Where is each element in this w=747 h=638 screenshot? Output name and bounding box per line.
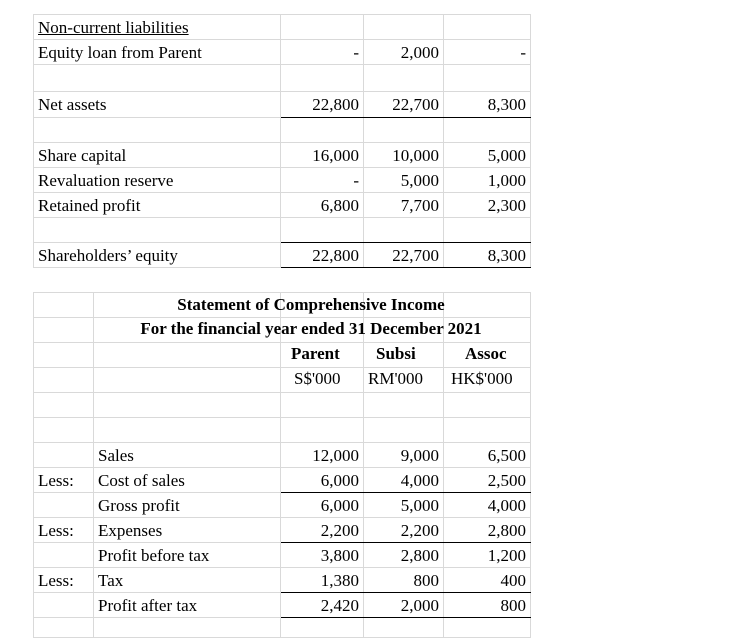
table-row xyxy=(34,92,531,118)
cell-assoc: 800 xyxy=(444,593,531,618)
cell-assoc: 400 xyxy=(444,568,531,593)
column-header-parent: Parent xyxy=(291,344,340,363)
cell-subsi: 22,700 xyxy=(364,243,444,268)
table-row xyxy=(34,168,531,193)
row-label-profit-before-tax: Profit before tax xyxy=(94,543,281,568)
cell-parent: - xyxy=(281,168,364,193)
cell-parent: 16,000 xyxy=(281,143,364,168)
cell-parent: 2,200 xyxy=(281,518,364,543)
currency-subsi: RM'000 xyxy=(368,369,424,388)
cell-parent: - xyxy=(281,40,364,65)
table-row xyxy=(34,518,531,543)
cell-assoc: 2,500 xyxy=(444,468,531,493)
table-row xyxy=(34,493,531,518)
table-row xyxy=(34,15,531,40)
cell-parent: 2,420 xyxy=(281,593,364,618)
row-label-sales: Sales xyxy=(94,443,281,468)
column-header-subsi: Subsi xyxy=(376,344,416,363)
cell-subsi: 22,700 xyxy=(364,92,444,118)
cell-assoc: 1,200 xyxy=(444,543,531,568)
column-header-assoc: Assoc xyxy=(465,344,507,363)
cell-parent: 6,000 xyxy=(281,468,364,493)
less-prefix: Less: xyxy=(34,518,94,543)
cell-assoc: 5,000 xyxy=(444,143,531,168)
cell-assoc: 2,800 xyxy=(444,518,531,543)
table-row xyxy=(34,568,531,593)
cell-assoc: 1,000 xyxy=(444,168,531,193)
cell-subsi: 800 xyxy=(364,568,444,593)
table-row xyxy=(34,193,531,218)
table-row xyxy=(34,593,531,618)
table-row xyxy=(34,243,531,268)
cell-subsi: 2,000 xyxy=(364,593,444,618)
cell-subsi: 5,000 xyxy=(364,493,444,518)
cell-subsi: 10,000 xyxy=(364,143,444,168)
statement-subtitle: For the financial year ended 31 December 2021 xyxy=(140,319,482,338)
row-label-revaluation-reserve: Revaluation reserve xyxy=(34,168,281,193)
cell-parent: 22,800 xyxy=(281,92,364,118)
row-label-gross-profit: Gross profit xyxy=(94,493,281,518)
row-label-profit-after-tax: Profit after tax xyxy=(94,593,281,618)
row-label-cost-of-sales: Cost of sales xyxy=(94,468,281,493)
row-label-shareholders-equity: Shareholders’ equity xyxy=(34,243,281,268)
income-statement-table xyxy=(33,292,531,638)
currency-parent: S$'000 xyxy=(294,369,341,388)
table-row xyxy=(34,468,531,493)
cell-subsi: 4,000 xyxy=(364,468,444,493)
statement-title: Statement of Comprehensive Income xyxy=(177,295,445,314)
balance-sheet-table xyxy=(33,14,531,268)
cell-assoc: 4,000 xyxy=(444,493,531,518)
cell-assoc: 2,300 xyxy=(444,193,531,218)
row-label-expenses: Expenses xyxy=(94,518,281,543)
cell-parent: 6,000 xyxy=(281,493,364,518)
currency-assoc: HK$'000 xyxy=(451,369,513,388)
cell-assoc: 8,300 xyxy=(444,243,531,268)
row-label-net-assets: Net assets xyxy=(34,92,281,118)
less-prefix: Less: xyxy=(34,468,94,493)
row-label-tax: Tax xyxy=(94,568,281,593)
cell-subsi: 2,000 xyxy=(364,40,444,65)
cell-parent: 12,000 xyxy=(281,443,364,468)
cell-assoc: - xyxy=(444,40,531,65)
cell-parent: 1,380 xyxy=(281,568,364,593)
table-row xyxy=(34,543,531,568)
cell-parent: 6,800 xyxy=(281,193,364,218)
row-label-noncurrent-liabilities: Non-current liabilities xyxy=(34,15,281,40)
less-prefix: Less: xyxy=(34,568,94,593)
cell-parent: 3,800 xyxy=(281,543,364,568)
table-row xyxy=(34,40,531,65)
cell-subsi: 9,000 xyxy=(364,443,444,468)
cell-subsi: 2,200 xyxy=(364,518,444,543)
row-label-equity-loan: Equity loan from Parent xyxy=(34,40,281,65)
cell-assoc: 6,500 xyxy=(444,443,531,468)
cell-assoc: 8,300 xyxy=(444,92,531,118)
table-row xyxy=(34,443,531,468)
cell-subsi: 5,000 xyxy=(364,168,444,193)
table-row xyxy=(34,143,531,168)
cell-subsi: 7,700 xyxy=(364,193,444,218)
cell-subsi: 2,800 xyxy=(364,543,444,568)
row-label-share-capital: Share capital xyxy=(34,143,281,168)
row-label-retained-profit: Retained profit xyxy=(34,193,281,218)
cell-parent: 22,800 xyxy=(281,243,364,268)
